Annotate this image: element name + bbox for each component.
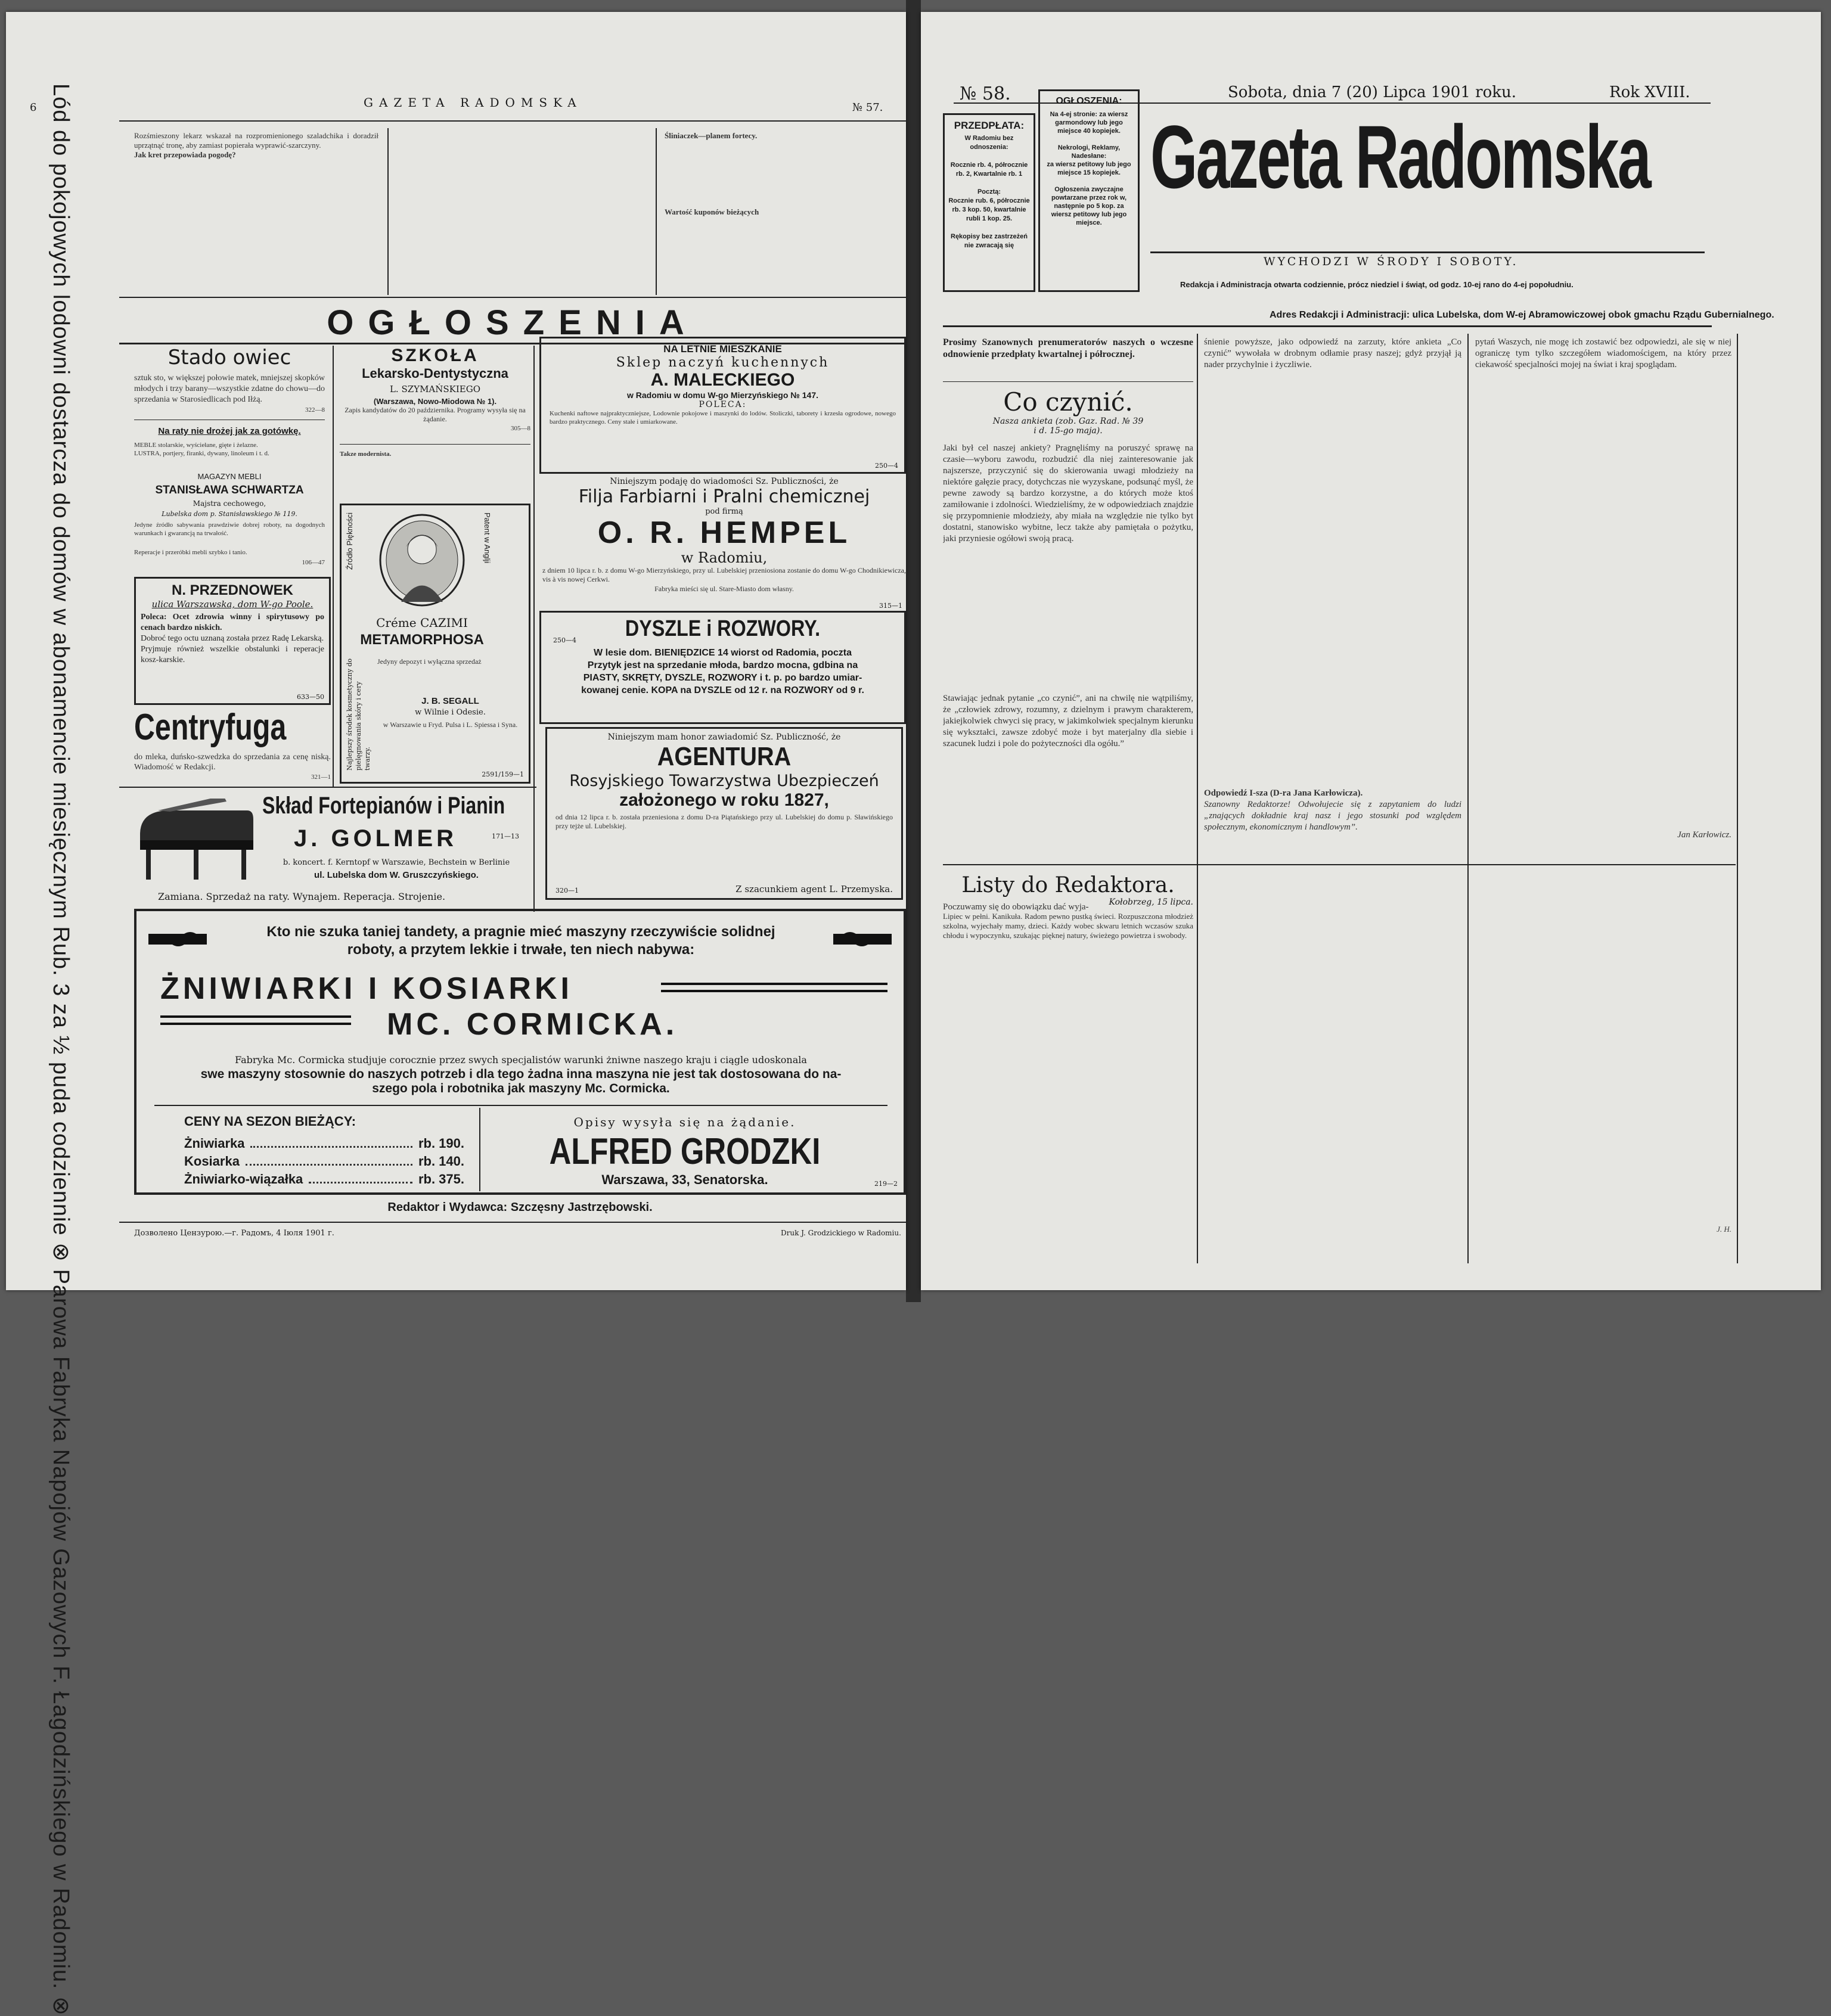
price-item-name: Żniwiarko-wiązałka: [184, 1172, 303, 1186]
co-czynic-body2: Stawiając jednak pytanie „co czynić”, ani na chwilę nie wątpiliśmy, że „człowiek zdrowy, rozumny, z dzielnym i prawym charakterem, jakiejkolwiek chwyci się pracy, w jakimkolwiek specjalnym kierunku się wykształci, zawsze zdobyć może i byt materjalny dla siebie i szacunek ludzi i pole do pożyteczności dla ogółu.”: [943, 694, 1193, 748]
ad-agentura-sign: Z szacunkiem agent L. Przemyska.: [735, 884, 893, 894]
article-listy: [943, 873, 1193, 1245]
ad-malecki-polec: POLECA:: [699, 400, 747, 409]
top-col1-lead: Rozśmieszony lekarz wskazał na rozpromienionego szaladchika i doradził uprzątnąć tronę, aby zamiast popierała wyprawić-szarczyny.: [134, 131, 378, 150]
ad-golmer-title: Skład Fortepianów i Pianin: [262, 793, 505, 819]
ad-meble-text4: Reperacje i przeróbki mebli szybko i tanio.: [134, 549, 247, 556]
ad-cormick-p2: swe maszyny stosownie do naszych potrzeb i dla tego żadna inna maszyna nie jest tak dostosowana do na-: [200, 1067, 842, 1081]
ad-przednowek-code: 633—50: [297, 693, 324, 701]
ad-centryfuga-code: 321—1: [311, 774, 331, 781]
ad-meble-l2: LUSTRA, portjery, firanki, dywany, linoleum i t. d.: [134, 450, 269, 457]
ad-dyszle-code: 250—4: [553, 636, 576, 644]
col3-lower-signature: J. H.: [1717, 1225, 1731, 1234]
ad-stado-code: 322—8: [305, 406, 325, 414]
col2-odpowiedz: Odpowiedź I-sza (D-ra Jana Karłowicza).: [1204, 788, 1363, 798]
pointing-hand-left-icon: [148, 928, 208, 949]
ad-cazimi-label3: Źródło Piękności: [345, 512, 354, 570]
price-item-value: rb. 375.: [418, 1172, 464, 1186]
ad-cazimi-label1: Créme CAZIMI: [376, 616, 468, 630]
ad-cormick-p3: szego pola i robotnika jak maszyny Mc. Cormicka.: [372, 1082, 670, 1095]
top-col3-head: Śliniaczek—planem fortecy.: [665, 131, 758, 140]
ad-dyszle-l4: kowanej cenie. KOPA na DYSZLE od 12 r. na ROZWORY od 9 r.: [581, 685, 864, 695]
ad-agentura-l1: Rosyjskiego Towarzystwa Ubezpieczeń: [569, 772, 879, 790]
ad-meble-code: 106—47: [302, 559, 325, 566]
ad-agentura-code: 320—1: [555, 887, 579, 894]
top-col3-head2: Wartość kuponów bieżących: [665, 207, 759, 216]
ad-modernista-text: [340, 450, 530, 504]
ad-hempel-title: Filja Farbiarni i Pralni chemicznej: [578, 486, 870, 507]
ad-cormick-ceny: CENY NA SEZON BIEŻĄCY:: [184, 1114, 356, 1129]
ad-przednowek-body: [136, 610, 329, 668]
col3-body-text: pytań Waszych, nie mogę ich zostawić bez odpowiedzi, ale się w niej ograniczę tym tylko szczegółem wiadomościgem, na który przez ciekawość specjalności mojej na świat i kraj spoglądam.: [1475, 337, 1731, 369]
co-czynic-footer: Poczuwamy się do obowiązku dać wyja-: [943, 902, 1089, 912]
top-article-col-3: [665, 131, 903, 292]
ad-golmer-l3: Zamiana. Sprzedaż na raty. Wynajem. Reperacja. Strojenie.: [158, 891, 446, 902]
footer-print: Druk J. Grodzickiego w Radomiu.: [781, 1229, 901, 1237]
ad-przednowek-addr: ulica Warszawska, dom W-go Poole.: [151, 599, 314, 610]
col3-signature: Jan Karłowicz.: [1677, 830, 1731, 840]
ad-przednowek-l1: Poleca: Ocet zdrowia winny i spirytusowy po cenach bardzo niskich.: [141, 613, 324, 632]
running-title: GAZETA RADOMSKA: [364, 95, 582, 110]
ad-meble-name: STANISŁAWA SCHWARTZA: [155, 484, 304, 496]
co-czynic-sub1: Nasza ankieta (zob. Gaz. Rad. № 39: [992, 417, 1144, 426]
ad-cazimi-name: J. B. SEGALL: [421, 696, 479, 706]
ad-cormick-opisy: Opisy wysyła się na żądanie.: [573, 1115, 796, 1129]
ad-cormick-firm: ALFRED GRODZKI: [549, 1131, 821, 1172]
ad-szkola-text: Zapis kandydatów do 20 października. Programy wysyła się na żądanie.: [345, 406, 526, 423]
ad-przednowek-l3: Pryjmuje również wszelkie obstalunki i reperacje kosz-karskie.: [141, 645, 324, 664]
ad-cormick-paragraph: [154, 1053, 887, 1096]
ad-agentura-title: AGENTURA: [657, 742, 792, 771]
przedplata-l2: Rocznie rb. 4, półrocznie rb. 2, Kwartalnie rb. 1: [950, 161, 1028, 178]
przedplata-l4: Rocznie rub. 6, półrocznie rb. 3 kop. 50, kwartalnie rubli 1 kop. 25.: [948, 197, 1030, 222]
ad-szkola-title2: Lekarsko-Dentystyczna: [362, 366, 508, 381]
przedplata-body: [945, 132, 1034, 253]
top-col1-question: Jak kret przepowiada pogodę?: [134, 150, 236, 159]
price-item-value: rb. 190.: [418, 1136, 464, 1151]
co-czynic-title: Co czynić.: [1003, 387, 1133, 417]
ad-agentura-l2: założonego w roku 1827,: [619, 790, 829, 810]
left-page: [6, 12, 906, 2016]
ad-golmer-l2: ul. Lubelska dom W. Gruszczyńskiego.: [314, 870, 479, 880]
price-item-name: Żniwiarka: [184, 1136, 245, 1151]
przedplata-l5: Rękopisy bez zastrzeżeń nie zwracają się: [951, 233, 1028, 249]
ad-golmer-code: 171—13: [492, 833, 519, 840]
masthead-subtitle: WYCHODZI W ŚRODY I SOBOTY.: [1264, 255, 1519, 268]
page-number: 6: [30, 101, 37, 114]
listy-body: Lipiec w pełni. Kanikuła. Radom pewno pustką świeci. Rozpuszczona młodzież szkolna, wyjechały mamy, dzieci. Każdy wobec skwaru letnich wczasów szuka chłodu i wypoczynku, szukając pięknej natury, świeżego powietrza i swobody.: [943, 912, 1193, 940]
ad-cormick-price-list: [184, 1135, 464, 1188]
ad-centryfuga-title: Centryfuga: [134, 707, 287, 748]
ad-dyszle-l3: PIASTY, SKRĘTY, DYSZLE, ROZWORY i t. p. po bardzo umiar-: [583, 673, 862, 683]
ad-meble-shop: MAGAZYN MEBLI: [197, 472, 262, 481]
footer-censor: Дозволено Цензурою.—г. Радомъ, 4 Іюля 1901 г.: [134, 1229, 334, 1238]
piano-icon: [134, 799, 259, 888]
ad-cazimi-city: w Wilnie i Odesie.: [415, 708, 486, 717]
ogloszenia-body: [1040, 107, 1138, 231]
ad-przednowek-l2: Dobroć tego octu uznaną została przez Radę Lekarską.: [141, 634, 324, 643]
ad-centryfuga: [134, 706, 331, 784]
ad-cazimi: [340, 504, 530, 784]
ad-meble-loc: Lubelska dom p. Stanisławskiego № 119.: [162, 510, 297, 518]
ad-meble-text3: Jedyne źródło sabywania prawdziwie dobrej roboty, na dogodnych warunkach i gwarancją na trwałość.: [134, 521, 325, 537]
col3-body: [1475, 337, 1731, 861]
ogloszenia-box: [1038, 89, 1140, 292]
ad-cazimi-text4: w Warszawie u Fryd. Pulsa i L. Spiessa i Syna.: [383, 720, 518, 729]
przedplata-l1: W Radomiu bez odnoszenia:: [964, 135, 1014, 151]
ogloszenia-l1: Na 4-ej stronie: za wiersz garmondowy lub jego miejsce 40 kopiejek.: [1050, 111, 1128, 135]
ad-cormick: [134, 909, 906, 1195]
ad-cormick-t1: ŻNIWIARKI I KOSIARKI: [160, 971, 573, 1006]
ad-cormick-t2: MC. CORMICKA.: [387, 1007, 678, 1042]
page-gutter: [906, 0, 921, 1302]
ogloszenia-l3: za wiersz petitowy lub jego miejsce 15 kopiejek.: [1047, 161, 1131, 176]
masthead-notice: Redakcja i Administracja otwarta codziennie, prócz niedziel i świąt, od godz. 10-ej rano do 4-ej popołudniu.: [1180, 280, 1574, 289]
masthead-issue: № 58.: [960, 83, 1011, 104]
ad-szkola-title: SZKOŁA: [391, 346, 479, 365]
price-item-value: rb. 140.: [418, 1154, 464, 1169]
top-article-col-2: [396, 131, 647, 292]
section-title-ogloszenia: OGŁOSZENIA: [327, 303, 699, 342]
price-row: [184, 1135, 464, 1153]
ad-hempel-city: w Radomiu,: [681, 549, 768, 566]
ad-cazimi-label2: METAMORPHOSA: [360, 632, 484, 648]
ad-meble-text: [134, 441, 325, 458]
ad-cormick-intro: [214, 923, 828, 959]
przedplata-l3: Pocztą:: [977, 188, 1001, 195]
ad-golmer-name: J. GOLMER: [293, 825, 458, 852]
ad-malecki-code: 250—4: [875, 462, 898, 470]
ad-hempel-pod: pod firmą: [705, 507, 743, 516]
col2-lower: [1204, 873, 1461, 1242]
ad-stado-title: Stado owiec: [167, 346, 291, 369]
price-row: [184, 1170, 464, 1188]
ad-cazimi-text3: Jedyny depozyt i wyłączna sprzedaż: [377, 657, 482, 666]
ad-malecki-head2: Sklep naczyń kuchennych: [616, 355, 830, 370]
ad-dyszle-title: DYSZLE i ROZWORY.: [625, 616, 821, 641]
masthead-address: Adres Redakcji i Administracji: ulica Lubelska, dom W-ej Abramowiczowej obok gmachu Rządu Gubernialnego.: [1270, 310, 1774, 320]
ad-przednowek-title: N. PRZEDNOWEK: [172, 582, 293, 598]
ad-malecki-addr: w Radomiu w domu W-go Mierzyńskiego № 147.: [626, 390, 819, 400]
ad-szkola-name: L. SZYMAŃSKIEGO: [389, 384, 481, 394]
ad-cazimi-label4: Patent w Anglji: [483, 512, 492, 564]
ad-hempel: [542, 477, 906, 611]
ad-dyszle-body: [541, 647, 904, 697]
ad-agentura-text: od dnia 12 lipca r. b. została przeniesiona z domu D-ra Piątańskiego przy ul. Lubelskiej do domu p. Sławińskiego przy tejże ul. Lubelskiej.: [555, 813, 893, 830]
ad-hempel-text: z dniem 10 lipca r. b. z domu W-go Mierzyńskiego, przy ul. Lubelskiej przeniosiona zostanie do domu W-go Chodnikiewicza, vis à vis nowej Cerkwi.: [542, 566, 906, 583]
ad-szkola-code: 305—8: [511, 425, 530, 432]
ad-szkola: [340, 346, 530, 441]
ad-centryfuga-text: do mleka, duńsko-szwedzka do sprzedania za cenę niską. Wiadomość w Redakcji.: [134, 753, 331, 772]
ad-cazimi-text2: Najlepszy środek kosmetyczny do pielęgnowania skóry i cery twarzy.: [346, 658, 371, 771]
ad-przednowek: [134, 577, 331, 705]
masthead-date: Sobota, dnia 7 (20) Lipca 1901 roku.: [1228, 83, 1516, 101]
co-czynic-sub2: i d. 15-go maja).: [1034, 426, 1103, 436]
prosimy-notice: Prosimy Szanownych prenumeratorów naszych o wczesne odnowienie przedpłaty kwartalnej i półrocznej.: [943, 337, 1193, 359]
ad-meble-role: Majstra cechowego,: [193, 499, 266, 508]
side-note-text: Lód do pokojowych lodowni dostarcza do domów w abonamencie miesięcznym Rub. 3 za ½ puda codziennie ⊗ Parowa Fabryka Napojów Gazowych F. Łagodzińskiego w Radomiu. ⊗: [48, 83, 73, 2016]
ogloszenia-l4: Ogłoszenia zwyczajne powtarzane przez rok w, następnie po 5 kop. za wiersz petitowy lub jego miejsce.: [1051, 186, 1127, 226]
ad-cazimi-text1: Takze modernista.: [340, 451, 392, 458]
ad-szkola-addr: (Warszawa, Nowo-Miodowa № 1).: [373, 397, 497, 406]
cazimi-portrait-icon: [377, 512, 467, 608]
ad-cormick-addr: Warszawa, 33, Senatorska.: [601, 1172, 768, 1187]
ad-malecki: [539, 337, 906, 474]
ad-stado-text: sztuk sto, w większej połowie matek, mniejszej skopków młodych i trzy barany—wszystkie zdatne do chowu—do sprzedania w Starosiedlicach pod Iłżą.: [134, 374, 325, 404]
ad-dyszle: [539, 611, 906, 724]
ogloszenia-l2: Nekrologi, Reklamy, Nadesłane:: [1057, 144, 1121, 160]
side-note: [42, 83, 77, 2016]
ad-dyszle-l2: Przytyk jest na sprzedanie młoda, bardzo mocna, gdbina na: [587, 660, 858, 670]
ad-cormick-p1: Fabryka Mc. Cormicka studjuje corocznie przez swych specjalistów warunki żniwne naszego kraju i ciągle udoskonala: [235, 1054, 807, 1066]
col2-body2: Szanowny Redaktorze! Odwołujecie się z zapytaniem do ludzi „znających dokładnie kraj nasz i jego stosunki pod względem społecznym, ekonomicznym i handlowym”.: [1204, 800, 1461, 832]
col2-body-text: śnienie powyższe, jako odpowiedź na zarzuty, które ankieta „Co czynić” wywołała w drobnym odłamie prasy naszej; gdyż przyjął ją nader przychylnie i życzliwie.: [1204, 337, 1461, 369]
przedplata-box: [943, 113, 1035, 292]
ad-hempel-text2: Fabryka mieści się ul. Stare-Miasto dom własny.: [654, 585, 794, 593]
ad-golmer: [134, 790, 539, 906]
co-czynic-body: Jaki był cel naszej ankiety? Pragnęliśmy na poruszyć sprawę na czasie—wyboru zawodu, rozbudzić dla niej zainteresowanie jak najszersze, przyczynić się do skierowania uwagi młodzieży na niektóre gałęzie pracy, dotychczas nie wyzyskane, podsunąć myśl, że pewne zawody są bardzo korzystne, a do których może ktoś zamiłowanie i zdolności. Wiedzieliśmy, że w odpowiedziach znajdzie się przypomnienie młodzieży, aby miała na względzie nie tylko byt dostatni, stanowisko wybitne, lecz także aby pamiętała o pożytku, jaki przyniesie ogółowi swoją pracą.: [943, 443, 1193, 543]
article-co-czynic: [943, 387, 1193, 913]
footer-editor: Redaktor i Wydawca: Szczęsny Jastrzębowski.: [387, 1201, 653, 1214]
col2-body: [1204, 337, 1461, 861]
ad-cormick-l1: Kto nie szuka taniej tandety, a pragnie mieć maszyny rzeczywiście solidnej: [266, 924, 775, 940]
ad-cormick-l2: roboty, a przytem lekkie i trwałe, ten niech nabywa:: [347, 942, 695, 958]
ad-dyszle-l1: W lesie dom. BIENIĘDZICE 14 wiorst od Radomia, poczta: [594, 648, 852, 658]
ad-meble-l1: MEBLE stolarskie, wyściełane, gięte i żelazne.: [134, 442, 258, 449]
ad-agentura: [545, 727, 903, 900]
price-item-name: Kosiarka: [184, 1154, 240, 1169]
ad-cormick-code: 219—2: [874, 1180, 898, 1188]
ad-malecki-name: A. MALECKIEGO: [650, 370, 795, 390]
masthead-year: Rok XVIII.: [1609, 83, 1690, 101]
ad-golmer-l1: b. koncert. f. Kerntopf w Warszawie, Bechstein w Berlinie: [283, 858, 510, 867]
ad-malecki-head: NA LETNIE MIESZKANIE: [663, 343, 782, 355]
ad-cazimi-code: 2591/159—1: [482, 771, 524, 778]
pointing-hand-right-icon: [832, 928, 892, 949]
ad-hempel-pre: Niniejszym podaję do wiadomości Sz. Publiczności, że: [610, 477, 839, 486]
ad-stado-owiec: [134, 346, 325, 575]
ad-meble-head: Na raty nie drożej jak za gotówkę.: [158, 426, 301, 436]
listy-place: Kołobrzeg, 15 lipca.: [1109, 897, 1193, 907]
ad-hempel-code: 315—1: [879, 602, 902, 610]
issue-number: № 57.: [852, 101, 883, 114]
listy-title: Listy do Redaktora.: [961, 873, 1175, 897]
ad-hempel-name: O. R. HEMPEL: [597, 515, 851, 550]
price-row: [184, 1153, 464, 1170]
top-article-col-1: [134, 131, 378, 292]
masthead-title: Gazeta Radomska: [1150, 107, 1650, 207]
col3-lower: [1475, 873, 1731, 1242]
przedplata-head: PRZEDPŁATA:: [954, 120, 1025, 131]
ad-agentura-pre: Niniejszym mam honor zawiadomić Sz. Publiczność, że: [607, 732, 841, 742]
ad-malecki-text: Kuchenki naftowe najpraktyczniejsze, Lodownie pokojowe i maszynki do lodów. Stoliczki, taborety i krzesła ogrodowe, nowego bardzo praktycznego. Ceny stałe i umiarkowane.: [550, 410, 896, 425]
ogloszenia-head: OGŁOSZENIA:: [1056, 96, 1122, 106]
